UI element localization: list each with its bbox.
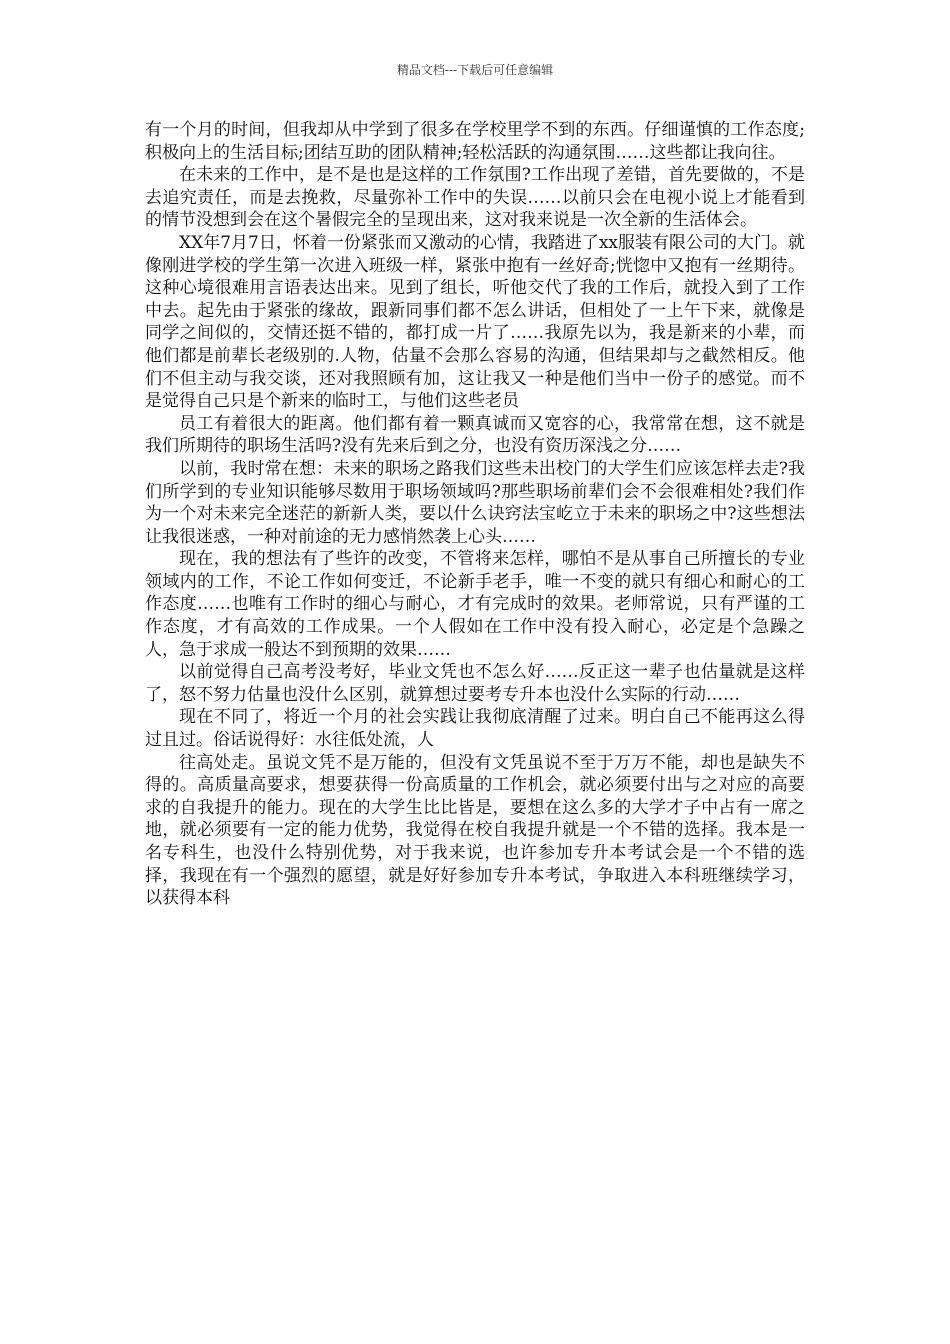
paragraph-2: 在未来的工作中，是不是也是这样的工作氛围?工作出现了差错，首先要做的，不是去追究责任，而是去挽救，尽量弥补工作中的失误……以前只会在电视小说上才能看到的情节没想到会在这个暑假完全的呈现出来，这对我来说是一次全新的生活体会。	[145, 165, 805, 231]
paragraph-7: 以前觉得自己高考没考好，毕业文凭也不怎么好……反正这一辈子也估量就是这样了，怒不努力估量也没什么区别，就算想过要考专升本也没什么实际的行动……	[145, 662, 805, 705]
paragraph-8: 现在不同了，将近一个月的社会实践让我彻底清醒了过来。明白自己不能再这么得过且过。俗话说得好：水往低处流，人	[145, 707, 805, 751]
paragraph-6: 现在，我的想法有了些许的改变，不管将来怎样，哪怕不是从事自己所擅长的专业领域内的工作，不论工作如何变迁，不论新手老手，唯一不变的就只有细心和耐心的工作态度……也唯有工作时的细心与耐心，才有完成时的效果。老师常说，只有严谨的工作态度，才有高效的工作成果。一个人假如在工作中没有投入耐心，必定是个急躁之人，急于求成一般达不到预期的效果……	[145, 549, 805, 660]
document-body	[145, 119, 805, 910]
paragraph-4: 员工有着很大的距离。他们都有着一颗真诚而又宽容的心，我常常在想，这不就是我们所期待的职场生活吗?没有先来后到之分，也没有资历深浅之分……	[145, 413, 805, 457]
page-header: 精品文档---下载后可任意编辑	[396, 63, 554, 77]
paragraph-5: 以前，我时常在想：未来的职场之路我们这些未出校门的大学生们应该怎样去走?我们所学到的专业知识能够尽数用于职场领域吗?那些职场前辈们会不会很难相处?我们作为一个对未来完全迷茫的新新人类，要以什么诀窍法宝屹立于未来的职场之中?这些想法让我很迷惑，一种对前途的无力感悄然袭上心头……	[145, 458, 805, 547]
paragraph-9: 往高处走。虽说文凭不是万能的，但没有文凭虽说不至于万万不能，却也是缺失不得的。高质量高要求，想要获得一份高质量的工作机会，就必须要付出与之对应的高要求的自我提升的能力。现在的大学生比比皆是，要想在这么多的大学才子中占有一席之地，就必须要有一定的能力优势，我觉得在校自我提升就是一个不错的选择。我本是一名专科生，也没什么特别优势，对于我来说，也许参加专升本考试会是一个不错的选择，我现在有一个强烈的愿望，就是好好参加专升本考试，争取进入本科班继续学习，以获得本科	[145, 752, 805, 909]
paragraph-3: XX年7月7日，怀着一份紧张而又激动的心情，我踏进了xx服装有限公司的大门。就像刚进学校的学生第一次进入班级一样，紧张中抱有一丝好奇;恍惚中又抱有一丝期待。这种心境很难用言语表达出来。见到了组长，听他交代了我的工作后，就投入到了工作中去。起先由于紧张的缘故，跟新同事们都不怎么讲话，但相处了一上午下来，就像是同学之间似的，交情还挺不错的，都打成一片了……我原先以为，我是新来的小辈，而他们都是前辈长老级别的.人物，估量不会那么容易的沟通，但结果却与之截然相反。他们不但主动与我交谈，还对我照顾有加，这让我又一种是他们当中一份子的感觉。而不是觉得自己只是个新来的临时工，与他们这些老员	[145, 232, 806, 412]
paragraph-1: 有一个月的时间，但我却从中学到了很多在学校里学不到的东西。仔细谨慎的工作态度;积极向上的生活目标;团结互助的团队精神;轻松活跃的沟通氛围……这些都让我向往。	[145, 120, 805, 163]
